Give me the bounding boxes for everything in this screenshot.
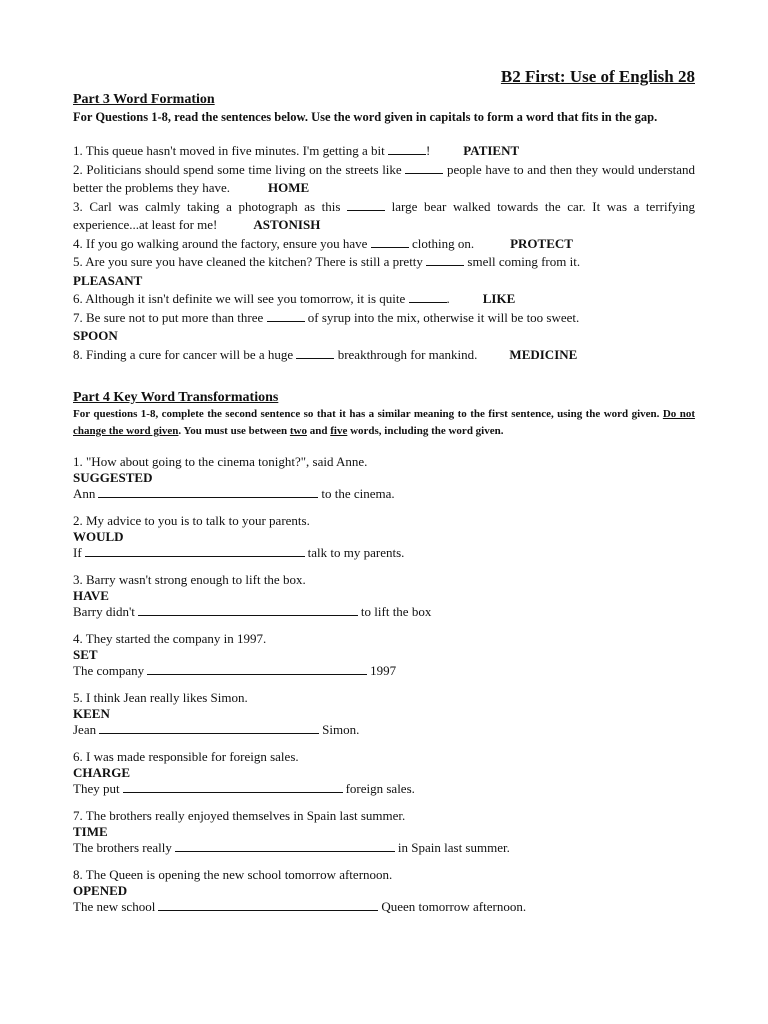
answer-line[interactable]	[158, 909, 378, 911]
answer-gap[interactable]	[267, 320, 305, 322]
part4-instr-max: five	[330, 425, 348, 437]
rewrite-start: The company	[73, 663, 145, 678]
keyword: SPOON	[73, 328, 118, 343]
keyword: HAVE	[73, 588, 109, 603]
keyword: OPENED	[73, 883, 128, 898]
part3-question	[73, 142, 695, 161]
answer-gap[interactable]	[296, 357, 334, 359]
original-sentence: 3. Barry wasn't strong enough to lift the box.	[73, 572, 306, 587]
question-text: 4. If you go walking around the factory, ensure you have	[73, 235, 368, 251]
original-sentence: 1. "How about going to the cinema tonight?", said Anne.	[73, 454, 368, 469]
rewrite-end: to lift the box	[360, 604, 432, 619]
rewrite-start: Ann	[73, 486, 96, 501]
part3-question	[73, 161, 695, 198]
part3-question	[73, 290, 695, 309]
original-sentence: 7. The brothers really enjoyed themselves in Spain last summer.	[73, 808, 406, 823]
answer-line[interactable]	[175, 850, 395, 852]
answer-line[interactable]	[123, 791, 343, 793]
answer-line[interactable]	[85, 555, 305, 557]
keyword: CHARGE	[73, 765, 131, 780]
question-text-after: of syrup into the mix, otherwise it will be too sweet.	[307, 309, 580, 325]
answer-line[interactable]	[99, 732, 319, 734]
rewrite-end: 1997	[370, 663, 397, 678]
keyword: WOULD	[73, 529, 124, 544]
part3-question	[73, 346, 695, 365]
part3-heading: Part 3 Word Formation	[73, 92, 215, 107]
keyword: SET	[73, 647, 98, 662]
rewrite-line	[73, 840, 695, 856]
rewrite-start: The new school	[73, 899, 156, 914]
answer-line[interactable]	[138, 614, 358, 616]
question-text-after: !	[425, 143, 431, 158]
part4-heading: Part 4 Key Word Transformations	[73, 390, 279, 405]
answer-gap[interactable]	[371, 246, 409, 248]
answer-gap[interactable]	[409, 301, 447, 303]
keyword: PROTECT	[510, 235, 573, 251]
page-title: B2 First: Use of English 28	[500, 67, 695, 86]
rewrite-end: in Spain last summer.	[397, 840, 510, 855]
keyword: KEEN	[73, 706, 110, 721]
rewrite-end: to the cinema.	[321, 486, 395, 501]
part3-question	[73, 309, 695, 346]
question-text: 2. Politicians should spend some time living on the streets like	[73, 161, 402, 177]
part3-question	[73, 253, 695, 290]
rewrite-line	[73, 604, 695, 620]
answer-line[interactable]	[98, 496, 318, 498]
question-text: 8. Finding a cure for cancer will be a huge	[73, 346, 294, 362]
part4-instr-text: words, including the word given.	[350, 425, 504, 437]
rewrite-line	[73, 899, 695, 915]
part4-instr-text: . You must use between	[178, 425, 288, 437]
question-text-after: clothing on.	[411, 235, 475, 251]
keyword: PATIENT	[463, 143, 520, 158]
part4-instr-emphasis: Do not change the word given	[73, 408, 696, 437]
rewrite-line	[73, 486, 695, 502]
rewrite-end: Queen tomorrow afternoon.	[381, 899, 527, 914]
original-sentence: 2. My advice to you is to talk to your parents.	[73, 513, 310, 528]
rewrite-line	[73, 781, 695, 797]
transformation-item	[73, 690, 695, 738]
original-sentence: 4. They started the company in 1997.	[73, 631, 267, 646]
part4-instr-text: and	[309, 425, 328, 437]
part4-instr-min: two	[289, 425, 307, 437]
transformation-item	[73, 572, 695, 620]
worksheet-page	[73, 66, 695, 915]
question-text: 3. Carl was calmly taking a photograph as this	[73, 198, 341, 214]
question-text: 7. Be sure not to put more than three	[73, 309, 264, 325]
question-text-after: .	[446, 291, 450, 306]
transformation-item	[73, 513, 695, 561]
transformation-item	[73, 749, 695, 797]
rewrite-end: Simon.	[322, 722, 360, 737]
rewrite-line	[73, 545, 695, 561]
transformation-item	[73, 454, 695, 502]
part4-items	[73, 454, 695, 915]
keyword: PLEASANT	[73, 272, 143, 288]
question-text-after: people have to and then they would understand better the problems they have.	[73, 161, 696, 195]
keyword: HOME	[268, 180, 310, 195]
part3-instructions: For Questions 1-8, read the sentences below. Use the word given in capitals to form a word that fits in the gap.	[73, 110, 658, 124]
rewrite-start: Jean	[73, 722, 97, 737]
answer-gap[interactable]	[347, 209, 385, 211]
keyword: SUGGESTED	[73, 470, 153, 485]
keyword: ASTONISH	[253, 217, 321, 232]
question-text: 5. Are you sure you have cleaned the kitchen? There is still a pretty	[73, 254, 423, 269]
original-sentence: 5. I think Jean really likes Simon.	[73, 690, 248, 705]
part4-instr-text: For questions 1-8, complete the second sentence so that it has a similar meaning to the first sentence, using the word given.	[73, 408, 660, 420]
question-text: 6. Although it isn't definite we will see you tomorrow, it is quite	[73, 291, 406, 306]
rewrite-end: foreign sales.	[345, 781, 415, 796]
original-sentence: 6. I was made responsible for foreign sales.	[73, 749, 299, 764]
question-text: 1. This queue hasn't moved in five minutes. I'm getting a bit	[73, 143, 385, 158]
transformation-item	[73, 808, 695, 856]
question-text-after: smell coming from it.	[467, 254, 581, 269]
answer-gap[interactable]	[405, 172, 443, 174]
keyword: TIME	[73, 824, 108, 839]
part3-question	[73, 235, 695, 254]
keyword: MEDICINE	[509, 346, 578, 362]
rewrite-start: Barry didn't	[73, 604, 135, 619]
transformation-item	[73, 867, 695, 915]
answer-line[interactable]	[147, 673, 367, 675]
transformation-item	[73, 631, 695, 679]
part3-question	[73, 198, 695, 235]
question-text-after: large bear walked towards the car. It was a terrifying experience...at least for me!	[73, 198, 696, 232]
rewrite-end: talk to my parents.	[307, 545, 405, 560]
part4-instructions	[73, 406, 695, 440]
rewrite-line	[73, 722, 695, 738]
keyword: LIKE	[482, 291, 516, 306]
answer-gap[interactable]	[426, 264, 464, 266]
rewrite-line	[73, 663, 695, 679]
original-sentence: 8. The Queen is opening the new school tomorrow afternoon.	[73, 867, 393, 882]
rewrite-start: The brothers really	[73, 840, 172, 855]
question-text-after: breakthrough for mankind.	[337, 346, 478, 362]
part3-questions	[73, 142, 695, 364]
answer-gap[interactable]	[388, 153, 426, 155]
rewrite-start: If	[73, 545, 82, 560]
rewrite-start: They put	[73, 781, 120, 796]
